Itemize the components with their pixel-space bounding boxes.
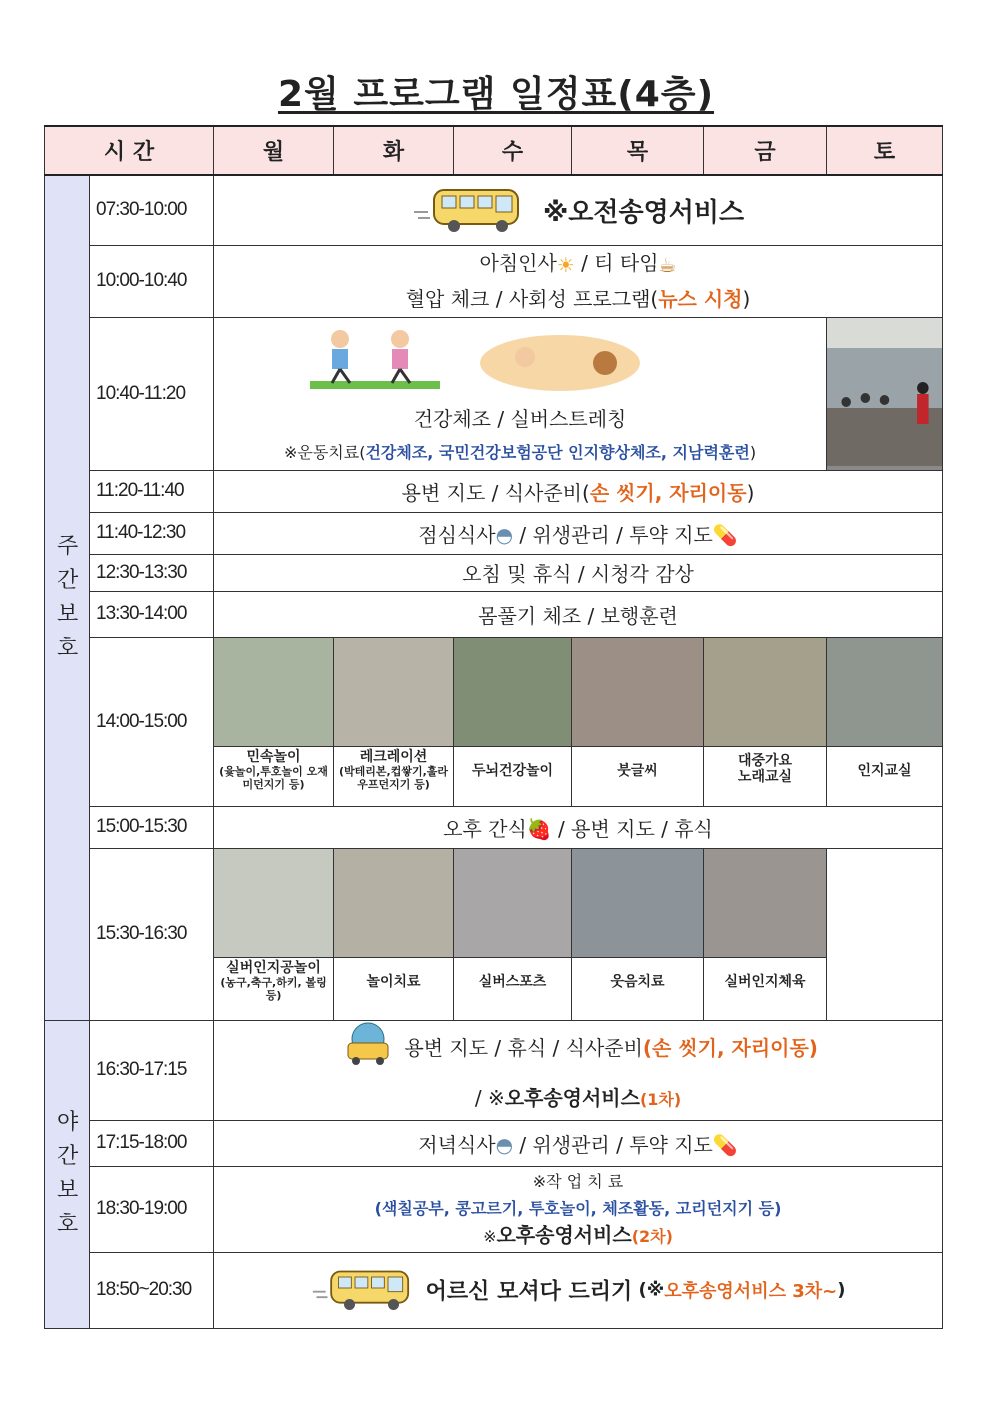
morning-shuttle-label: ※오전송영서비스 (543, 197, 745, 228)
afternoon-shuttle-3: 오후송영서비스 3차~ (664, 1281, 838, 1302)
activity-photo (827, 638, 942, 747)
lunch-text: 점심식사 (418, 522, 496, 547)
shuttle-round: (2차) (631, 1227, 673, 1246)
activity-cell: 몸풀기 체조 / 보행훈련 (214, 591, 943, 637)
greeting-text: 아침인사 (479, 251, 557, 276)
sun-icon: ☀ (556, 252, 575, 277)
paren-close: ) (742, 286, 751, 311)
schedule-row (45, 554, 943, 591)
activity-photo-cell (334, 848, 454, 1020)
activity-cell (214, 512, 943, 554)
schedule-row (45, 848, 943, 1020)
time-cell: 18:50~20:30 (90, 1252, 214, 1328)
activity-photo (572, 638, 703, 747)
activity-photo (214, 638, 333, 747)
therapy-activities: (색칠공부, 콩고르기, 투호놀이, 체조활동, 고리던지기 등) (374, 1199, 782, 1218)
activity-photo-cell (572, 637, 704, 806)
schedule-row (45, 1120, 943, 1166)
snack-text: 오후 간식 (443, 816, 527, 841)
activity-photo-cell (704, 637, 827, 806)
news-text: 뉴스 시청 (658, 286, 743, 311)
header-mon: 월 (214, 126, 334, 175)
activity-name: 실버스포츠 (478, 973, 547, 990)
schedule-row (45, 175, 943, 245)
schedule-row (45, 806, 943, 848)
paren-close: ) (746, 480, 755, 505)
time-cell: 10:00-10:40 (90, 245, 214, 317)
rice-bowl-icon: ◓ (495, 522, 514, 547)
schedule-row (45, 317, 943, 470)
shuttle-prefix: / ※ (474, 1085, 505, 1110)
time-cell: 13:30-14:00 (90, 591, 214, 637)
blood-pressure-text: 혈압 체크 / 사회성 프로그램( (405, 286, 659, 311)
activity-cell (214, 245, 943, 317)
time-cell: 14:00-15:00 (90, 637, 214, 806)
activity-sub: (윷놀이,투호놀이 오재미던지기 등) (219, 764, 328, 791)
header-wed: 수 (454, 126, 572, 175)
schedule-row (45, 512, 943, 554)
pill-icon: 💊 (712, 1132, 738, 1157)
activity-photo (572, 849, 703, 958)
header-thu: 목 (572, 126, 704, 175)
activity-cell (214, 1166, 943, 1252)
header-sat: 토 (827, 126, 943, 175)
note-suffix: ) (749, 442, 757, 462)
activity-cell (214, 806, 943, 848)
rest-text: / 용변 지도 / 휴식 (551, 816, 713, 841)
escort-home-text: 어르신 모셔다 드리기 (425, 1279, 633, 1305)
header-time: 시 간 (45, 126, 214, 175)
activity-name: 실버인지공놀이 (226, 959, 321, 976)
paren-close: ) (837, 1279, 846, 1301)
afternoon-shuttle-label: 오후송영서비스 (496, 1223, 632, 1247)
time-cell: 11:40-12:30 (90, 512, 214, 554)
activity-photo (214, 849, 333, 958)
handwash-text: 손 씻기, 자리이동 (589, 480, 747, 505)
schedule-row (45, 591, 943, 637)
schedule-row (45, 1166, 943, 1252)
activity-name: 대중가요 노래교실 (737, 752, 793, 785)
activity-photo-cell (334, 637, 454, 806)
header-fri: 금 (704, 126, 827, 175)
activity-photo-cell (572, 848, 704, 1020)
schedule-row (45, 1252, 943, 1328)
time-cell: 17:15-18:00 (90, 1120, 214, 1166)
header-tue: 화 (334, 126, 454, 175)
schedule-row (45, 637, 943, 806)
activity-photo (704, 638, 826, 747)
activity-photo (704, 849, 826, 958)
activity-name: 두뇌건강놀이 (471, 762, 554, 779)
exercise-photo (827, 317, 943, 470)
activity-cell (214, 1020, 943, 1120)
activity-photo (334, 638, 453, 747)
note-prefix: ※운동치료( (283, 442, 366, 462)
shuttle-prefix: (※ (632, 1279, 665, 1301)
activity-sub: (농구,축구,하키, 볼링 등) (220, 975, 327, 1002)
bus-globe-icon (338, 1021, 398, 1078)
strawberry-icon: 🍓 (526, 816, 552, 841)
schedule-row (45, 470, 943, 512)
activity-photo (334, 849, 453, 958)
toilet-rest-text: 용변 지도 / 휴식 / 식사준비 (404, 1035, 643, 1060)
activity-name: 레크레이션 (359, 748, 428, 765)
stretching-text: 건강체조 / 실버스트레칭 (413, 406, 627, 431)
activity-photo-cell (704, 848, 827, 1020)
activity-name: 인지교실 (857, 762, 912, 779)
time-cell: 18:30-19:00 (90, 1166, 214, 1252)
bus-icon (412, 182, 532, 238)
header-row (45, 126, 943, 175)
time-cell: 12:30-13:30 (90, 554, 214, 591)
activity-name: 놀이치료 (366, 973, 421, 990)
coffee-icon: ☕ (658, 252, 677, 277)
activity-cell (214, 317, 827, 470)
section-night-care: 야간보호 (45, 1020, 90, 1328)
activity-cell (214, 1120, 943, 1166)
toilet-text: 용변 지도 / 식사준비( (401, 480, 590, 505)
shuttle-prefix: ※ (483, 1227, 497, 1246)
activity-cell (214, 470, 943, 512)
time-cell: 07:30-10:00 (90, 175, 214, 245)
bus-icon (311, 1264, 421, 1316)
activity-sub: (박테리본,컵쌓기,훌라우프던지기 등) (339, 764, 449, 791)
page-title: 2월 프로그램 일정표(4층) (277, 74, 715, 115)
shuttle-round: (1차) (639, 1089, 682, 1109)
note-detail: 건강체조, 국민건강보험공단 인지향상체조, 지남력훈련 (365, 442, 750, 462)
pill-icon: 💊 (712, 522, 738, 547)
time-cell: 10:40-11:20 (90, 317, 214, 470)
activity-cell: 오침 및 휴식 / 시청각 감상 (214, 554, 943, 591)
tea-time-text: / 티 타임 (574, 251, 659, 276)
activity-photo-cell (214, 637, 334, 806)
schedule-row (45, 1020, 943, 1120)
activity-photo-cell (214, 848, 334, 1020)
activity-name: 붓글씨 (617, 762, 658, 779)
rice-bowl-icon: ◓ (495, 1132, 514, 1157)
section-day-care: 주간보호 (45, 175, 90, 1020)
hygiene-text: / 위생관리 / 투약 지도 (513, 1132, 713, 1157)
activity-photo-cell (827, 637, 943, 806)
dinner-text: 저녁식사 (418, 1132, 496, 1157)
empty-cell (827, 848, 943, 1020)
activity-photo (454, 849, 571, 958)
afternoon-shuttle-label: 오후송영서비스 (504, 1085, 640, 1110)
time-cell: 16:30-17:15 (90, 1020, 214, 1120)
time-cell: 15:30-16:30 (90, 848, 214, 1020)
activity-photo-cell (454, 637, 572, 806)
activity-name: 민속놀이 (246, 748, 301, 765)
occupational-therapy-label: ※작 업 치 료 (532, 1172, 624, 1191)
time-cell: 15:00-15:30 (90, 806, 214, 848)
activity-name: 웃음치료 (610, 973, 665, 990)
activity-name: 실버인지체육 (724, 973, 806, 990)
activity-photo-cell (454, 848, 572, 1020)
activity-photo (454, 638, 571, 747)
activity-cell (214, 1252, 943, 1328)
schedule-row (45, 245, 943, 317)
hygiene-text: / 위생관리 / 투약 지도 (513, 522, 713, 547)
exercise-note (214, 440, 826, 463)
handwash-text: (손 씻기, 자리이동) (642, 1035, 818, 1060)
time-cell: 11:20-11:40 (90, 470, 214, 512)
schedule-table (44, 125, 943, 1329)
exercise-illustration (214, 325, 826, 397)
activity-cell (214, 175, 943, 245)
